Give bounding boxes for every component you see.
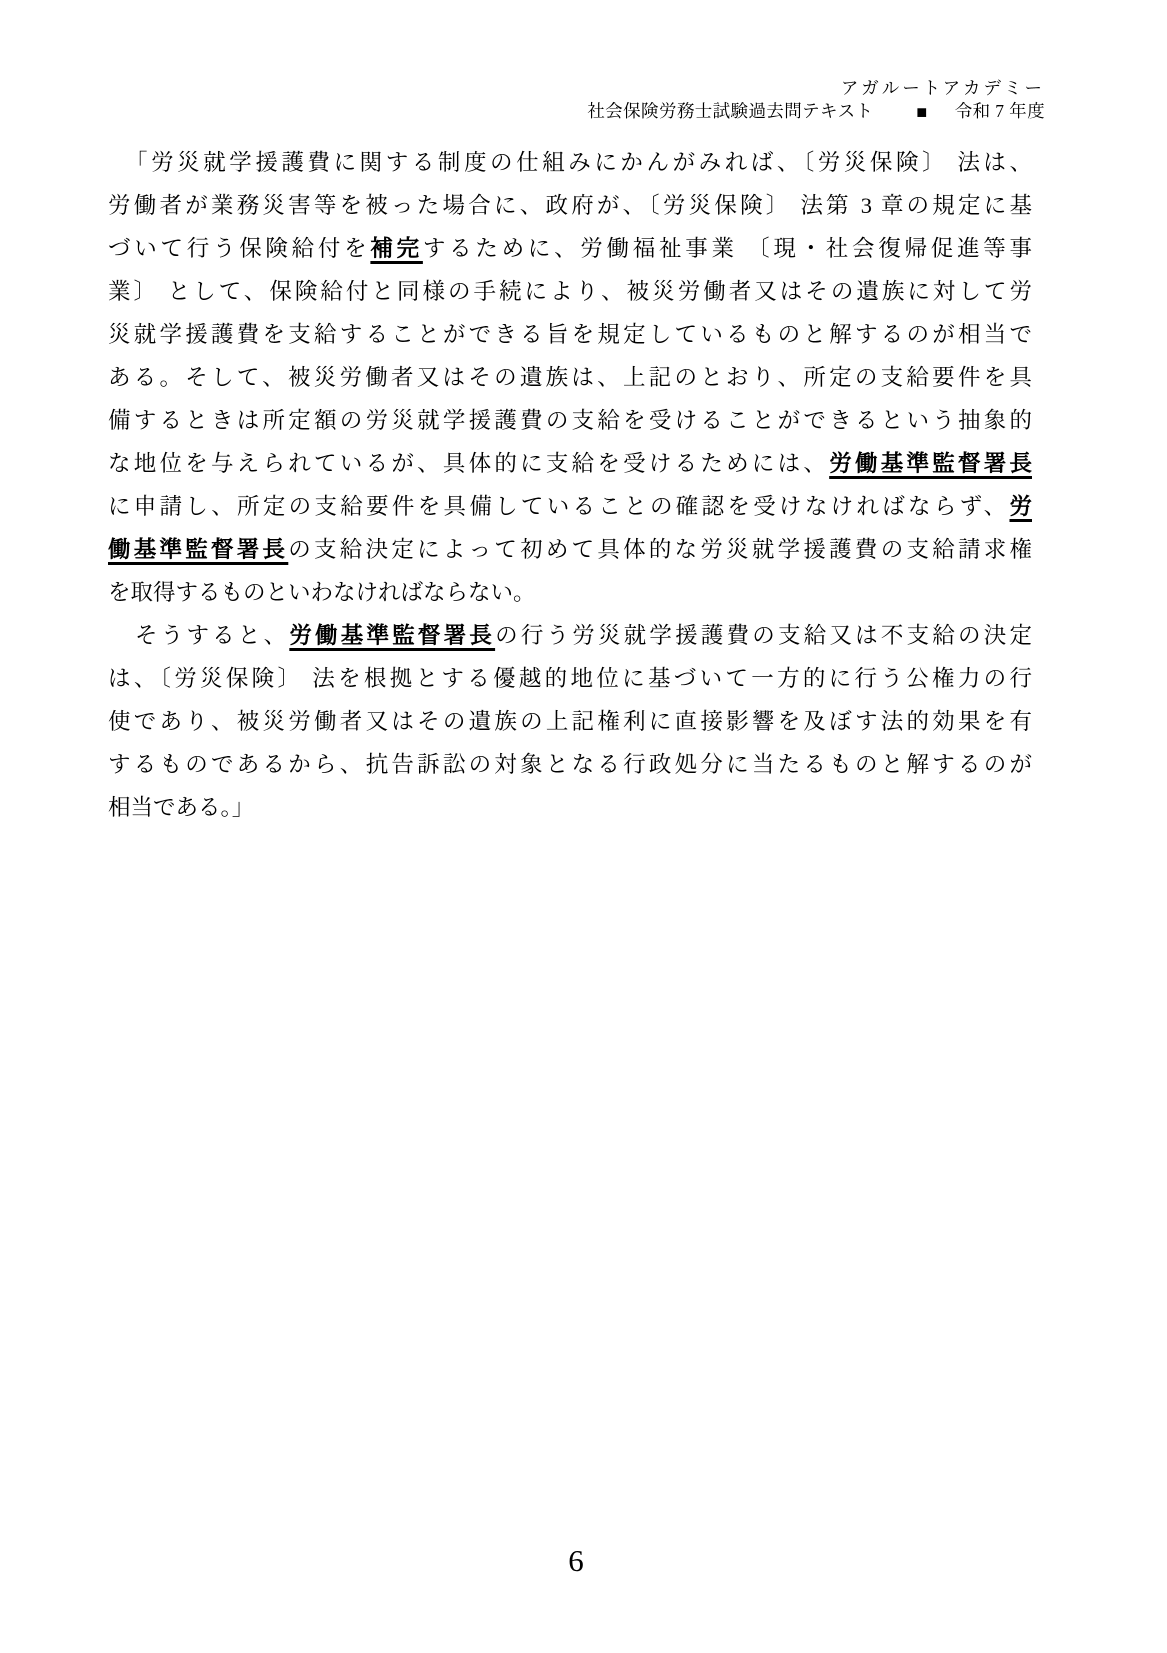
text-run: の行う労災就学援護費の支給又は不支給の決定 [495, 623, 1032, 648]
black-square-icon: ■ [916, 102, 928, 122]
text-line [108, 614, 1032, 657]
text-run: 相当である。」 [108, 795, 255, 820]
text-line [108, 270, 1032, 313]
text-run: を取得するものといわなければならない。 [108, 580, 536, 605]
emphasized-term: 働基準監督署長 [108, 537, 289, 562]
text-run: 「労災就学援護費に関する制度の仕組みにかんがみれば、〔労災保険〕 法は、 [125, 150, 1032, 175]
text-run: 業〕 として、保険給付と同様の手続により、被災労働者又はその遺族に対して労 [108, 279, 1032, 304]
text-line [108, 571, 1032, 614]
text-run: 労働者が業務災害等を被った場合に、政府が、〔労災保険〕 法第 3 章の規定に基 [108, 193, 1032, 218]
text-line [108, 528, 1032, 571]
emphasized-term: 労働基準監督署長 [829, 451, 1032, 476]
text-line [108, 184, 1032, 227]
text-line [108, 485, 1032, 528]
text-line [108, 700, 1032, 743]
text-run: するものであるから、抗告訴訟の対象となる行政処分に当たるものと解するのが [108, 752, 1032, 777]
page-number: 6 [568, 1543, 584, 1578]
page-header [587, 77, 1045, 123]
text-run: 災就学援護費を支給することができる旨を規定しているものと解するのが相当で [108, 322, 1032, 347]
text-line [108, 657, 1032, 700]
emphasized-term: 労働基準監督署長 [289, 623, 496, 648]
text-run: は、〔労災保険〕 法を根拠とする優越的地位に基づいて一方的に行う公権力の行 [108, 666, 1032, 691]
text-run: 備するときは所定額の労災就学援護費の支給を受けることができるという抽象的 [108, 408, 1032, 433]
emphasized-term: 補完 [370, 236, 423, 261]
text-line [108, 743, 1032, 786]
text-run: づいて行う保険給付を [108, 236, 371, 261]
text-run: に申請し、所定の支給要件を具備していることの確認を受けなければならず、 [108, 494, 1010, 519]
text-run: そうすると、 [135, 623, 290, 648]
emphasized-term: 労 [1009, 494, 1032, 519]
text-line [108, 356, 1032, 399]
header-academy-name: アガルートアカデミー [840, 78, 1045, 98]
document-body [108, 141, 1032, 829]
text-run: ある。そして、被災労働者又はその遺族は、上記のとおり、所定の支給要件を具 [108, 365, 1032, 390]
text-run: 使であり、被災労働者又はその遺族の上記権利に直接影響を及ぼす法的効果を有 [108, 709, 1032, 734]
text-run: な地位を与えられているが、具体的に支給を受けるためには、 [108, 451, 830, 476]
header-edition: 令和 7 年度 [954, 101, 1045, 121]
text-line [108, 313, 1032, 356]
header-textbook-line [587, 100, 1045, 123]
text-line [108, 227, 1032, 270]
page-footer [0, 1544, 1152, 1578]
text-line [108, 442, 1032, 485]
text-line [108, 141, 1032, 184]
text-line [108, 786, 1032, 829]
text-run: の支給決定によって初めて具体的な労災就学援護費の支給請求権 [288, 537, 1032, 562]
text-run: するために、労働福祉事業 〔現・社会復帰促進等事 [422, 236, 1032, 261]
header-textbook-title: 社会保険労務士試験過去問テキスト [587, 101, 874, 121]
text-line [108, 399, 1032, 442]
